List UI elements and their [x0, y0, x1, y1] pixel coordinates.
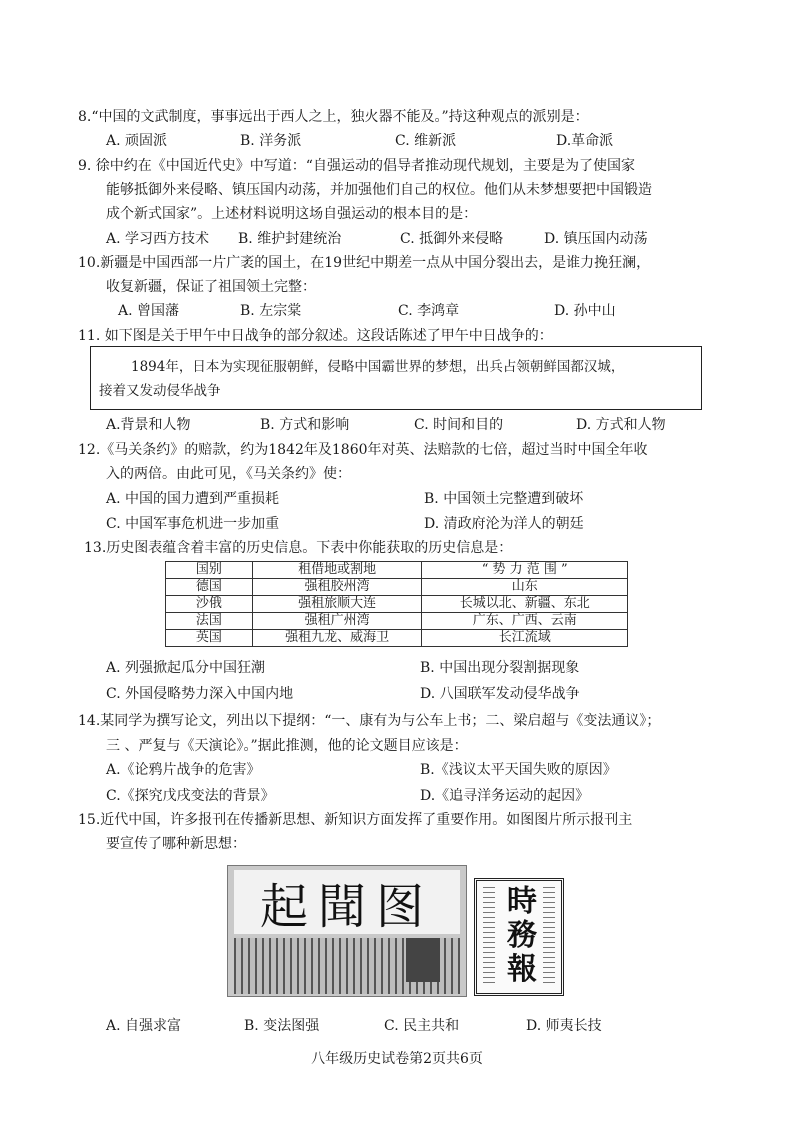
q10-option-a: A. 曾国藩 — [118, 303, 180, 319]
q11-option-d: D. 方式和人物 — [576, 417, 666, 433]
q9-option-a: A. 学习西方技术 — [106, 231, 210, 247]
q11-quote-box — [90, 346, 702, 410]
q12-option-c: C. 中国军事危机进一步加重 — [106, 516, 280, 532]
newspaper-1-block — [406, 938, 440, 982]
q11-stem: 11. 如下图是关于甲午中日战争的部分叙述。这段话陈述了甲午中日战争的： — [78, 328, 553, 344]
q13-table — [165, 561, 628, 647]
q8-stem: 8.“中国的文武制度，事事远出于西人之上，独火器不能及。”持这种观点的派别是： — [78, 109, 589, 125]
table-row — [166, 613, 628, 630]
table-cell: 长城以北、新疆、东北 — [422, 596, 628, 613]
table-row — [166, 579, 628, 596]
q12-stem-line-1: 12.《马关条约》的赔款，约为1842年及1860年对英、法赔款的七倍，超过当时中国全年收 — [78, 442, 648, 458]
table-cell: 强租九龙、威海卫 — [252, 630, 422, 647]
q14-option-c: C.《探究戊戌变法的背景》 — [106, 788, 275, 804]
q10-stem-line-2: 收复新疆，保证了祖国领土完整： — [106, 279, 316, 295]
q8-option-a: A. 顽固派 — [106, 133, 168, 149]
q11-quote-line-2: 接着又发动侵华战争 — [99, 383, 221, 399]
q10-option-c: C. 李鸿章 — [398, 303, 460, 319]
q12-stem-line-2: 入的两倍。由此可见，《马关条约》使： — [106, 466, 351, 482]
q13-option-d: D. 八国联军发动侵华战争 — [420, 686, 580, 702]
table-header-cell: 租借地或割地 — [252, 562, 422, 579]
table-cell: 强租胶州湾 — [252, 579, 422, 596]
table-header-row — [166, 562, 628, 579]
q12-option-a: A. 中国的国力遭到严重损耗 — [106, 491, 280, 507]
q9-stem-line-2: 能够抵御外来侵略、镇压国内动荡，并加强他们自己的权位。他们从未梦想要把中国锻造 — [106, 182, 652, 198]
q12-option-d: D. 清政府沦为洋人的朝廷 — [424, 516, 584, 532]
q10-stem-line-1: 10.新疆是中国西部一片广袤的国土，在19世纪中期差一点从中国分裂出去，是谁力挽狂澜， — [78, 255, 651, 271]
q14-stem-line-1: 14.某同学为撰写论文，列出以下提纲：“一、康有为与公车上书；二、梁启超与《变法通议》； — [78, 713, 661, 729]
q14-option-d: D.《追寻洋务运动的起因》 — [420, 788, 590, 804]
q8-option-c: C. 维新派 — [395, 133, 457, 149]
table-header-cell: “ 势 力 范 围 ” — [422, 562, 628, 579]
table-cell: 沙俄 — [166, 596, 253, 613]
q8-option-d: D.革命派 — [556, 133, 614, 149]
q14-stem-line-2: 三 、严复与《天演论》。”据此推测，他的论文题目应该是： — [106, 738, 468, 754]
q15-option-c: C. 民主共和 — [384, 1018, 460, 1034]
q14-option-a: A.《论鸦片战争的危害》 — [106, 762, 261, 778]
q9-option-d: D. 镇压国内动荡 — [544, 231, 648, 247]
newspaper-image-1 — [227, 865, 467, 997]
newspaper-2-side-text-left — [483, 887, 495, 987]
newspaper-image-2 — [474, 878, 564, 996]
table-cell: 法国 — [166, 613, 253, 630]
q13-option-a: A. 列强掀起瓜分中国狂潮 — [106, 660, 266, 676]
newspaper-2-masthead: 時務報 — [507, 884, 537, 987]
table-cell: 英国 — [166, 630, 253, 647]
table-cell: 强租旅顺大连 — [252, 596, 422, 613]
newspaper-1-masthead: 起聞图 — [234, 870, 460, 934]
q12-option-b: B. 中国领土完整遭到破坏 — [424, 491, 584, 507]
table-cell: 德国 — [166, 579, 253, 596]
q9-stem-line-3: 成个新式国家”。上述材料说明这场自强运动的根本目的是： — [106, 206, 478, 222]
q11-option-b: B. 方式和影响 — [260, 417, 350, 433]
table-header-cell: 国别 — [166, 562, 253, 579]
table-row — [166, 596, 628, 613]
table-cell: 长江流域 — [422, 630, 628, 647]
table-cell: 强租广州湾 — [252, 613, 422, 630]
page-footer: 八年级历史试卷第2页共6页 — [311, 1051, 483, 1067]
q15-option-b: B. 变法图强 — [244, 1018, 320, 1034]
q14-option-b: B.《浅议太平天国失败的原因》 — [420, 762, 617, 778]
q11-option-c: C. 时间和目的 — [414, 417, 504, 433]
q13-option-c: C. 外国侵略势力深入中国内地 — [106, 686, 294, 702]
q15-option-d: D. 师夷长技 — [526, 1018, 602, 1034]
q15-option-a: A. 自强求富 — [106, 1018, 182, 1034]
q9-stem-line-1: 9. 徐中约在《中国近代史》中写道：“自强运动的倡导者推动现代规划，主要是为了使国家 — [78, 158, 635, 174]
q10-option-d: D. 孙中山 — [554, 303, 616, 319]
q13-option-b: B. 中国出现分裂割据现象 — [420, 660, 580, 676]
table-cell: 山东 — [422, 579, 628, 596]
q11-quote-line-1: 1894年，日本为实现征服朝鲜，侵略中国霸世界的梦想，出兵占领朝鲜国都汉城， — [131, 359, 625, 375]
q8-option-b: B. 洋务派 — [240, 133, 302, 149]
q11-option-a: A.背景和人物 — [106, 417, 191, 433]
q13-stem: 13.历史图表蕴含着丰富的历史信息。下表中你能获取的历史信息是： — [84, 540, 513, 556]
table-cell: 广东、广西、云南 — [422, 613, 628, 630]
table-row — [166, 630, 628, 647]
q9-option-c: C. 抵御外来侵略 — [400, 231, 504, 247]
q15-stem-line-2: 要宣传了哪种新思想： — [106, 836, 246, 852]
q15-stem-line-1: 15.近代中国，许多报刊在传播新思想、新知识方面发挥了重要作用。如图图片所示报刊主 — [78, 812, 633, 828]
newspaper-2-side-text-right — [543, 887, 555, 987]
q10-option-b: B. 左宗棠 — [240, 303, 302, 319]
q9-option-b: B. 维护封建统治 — [238, 231, 342, 247]
